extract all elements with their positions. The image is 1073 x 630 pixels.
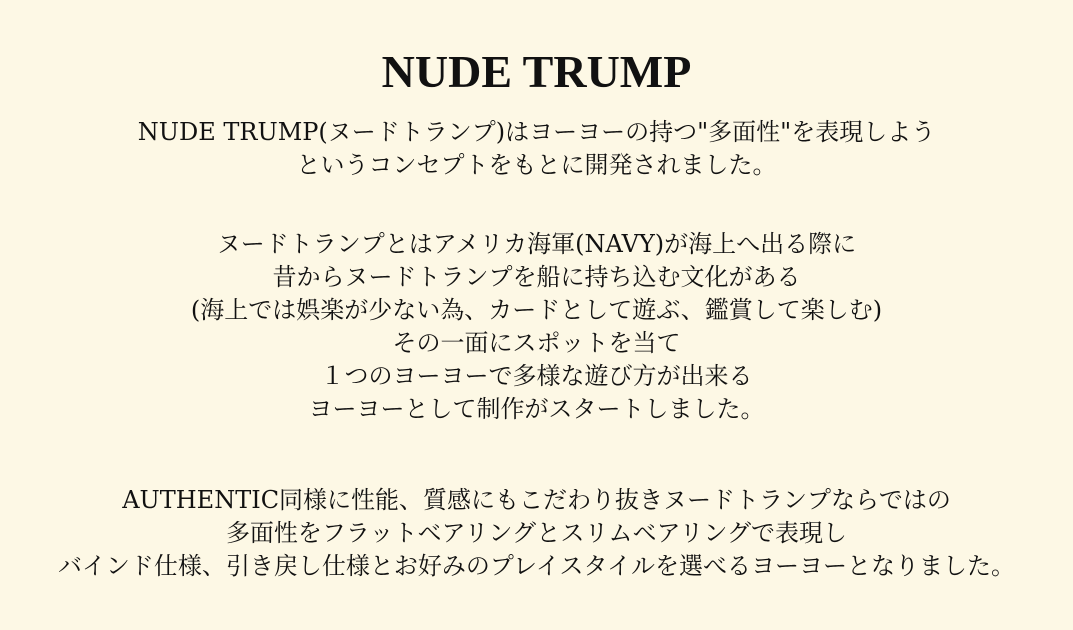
background-line-1: ヌードトランプとはアメリカ海軍(NAVY)が海上へ出る際に	[216, 230, 857, 258]
background-line-6: ヨーヨーとして制作がスタートしました。	[308, 395, 765, 423]
features-paragraph	[0, 484, 1073, 583]
background-line-5: １つのヨーヨーで多様な遊び方が出来る	[320, 362, 753, 390]
page-title: NUDE TRUMP	[381, 46, 692, 97]
intro-paragraph	[0, 116, 1073, 182]
background-line-3: (海上では娯楽が少ない為、カードとして遊ぶ、鑑賞して楽しむ)	[190, 296, 883, 324]
background-line-4: その一面にスポットを当て	[392, 329, 681, 357]
features-line-3: バインド仕様、引き戻し仕様とお好みのプレイスタイルを選べるヨーヨーとなりました。	[57, 552, 1016, 580]
background-line-2: 昔からヌードトランプを船に持ち込む文化がある	[272, 263, 801, 291]
background-paragraph	[0, 228, 1073, 426]
features-line-2: 多面性をフラットベアリングとスリムベアリングで表現し	[225, 519, 848, 547]
intro-line-2: というコンセプトをもとに開発されました。	[296, 151, 777, 179]
features-line-1: AUTHENTIC同様に性能、質感にもこだわり抜きヌードトランプならではの	[122, 486, 951, 514]
intro-line-1: NUDE TRUMP(ヌードトランプ)はヨーヨーの持つ"多面性"を表現しよう	[137, 118, 936, 146]
